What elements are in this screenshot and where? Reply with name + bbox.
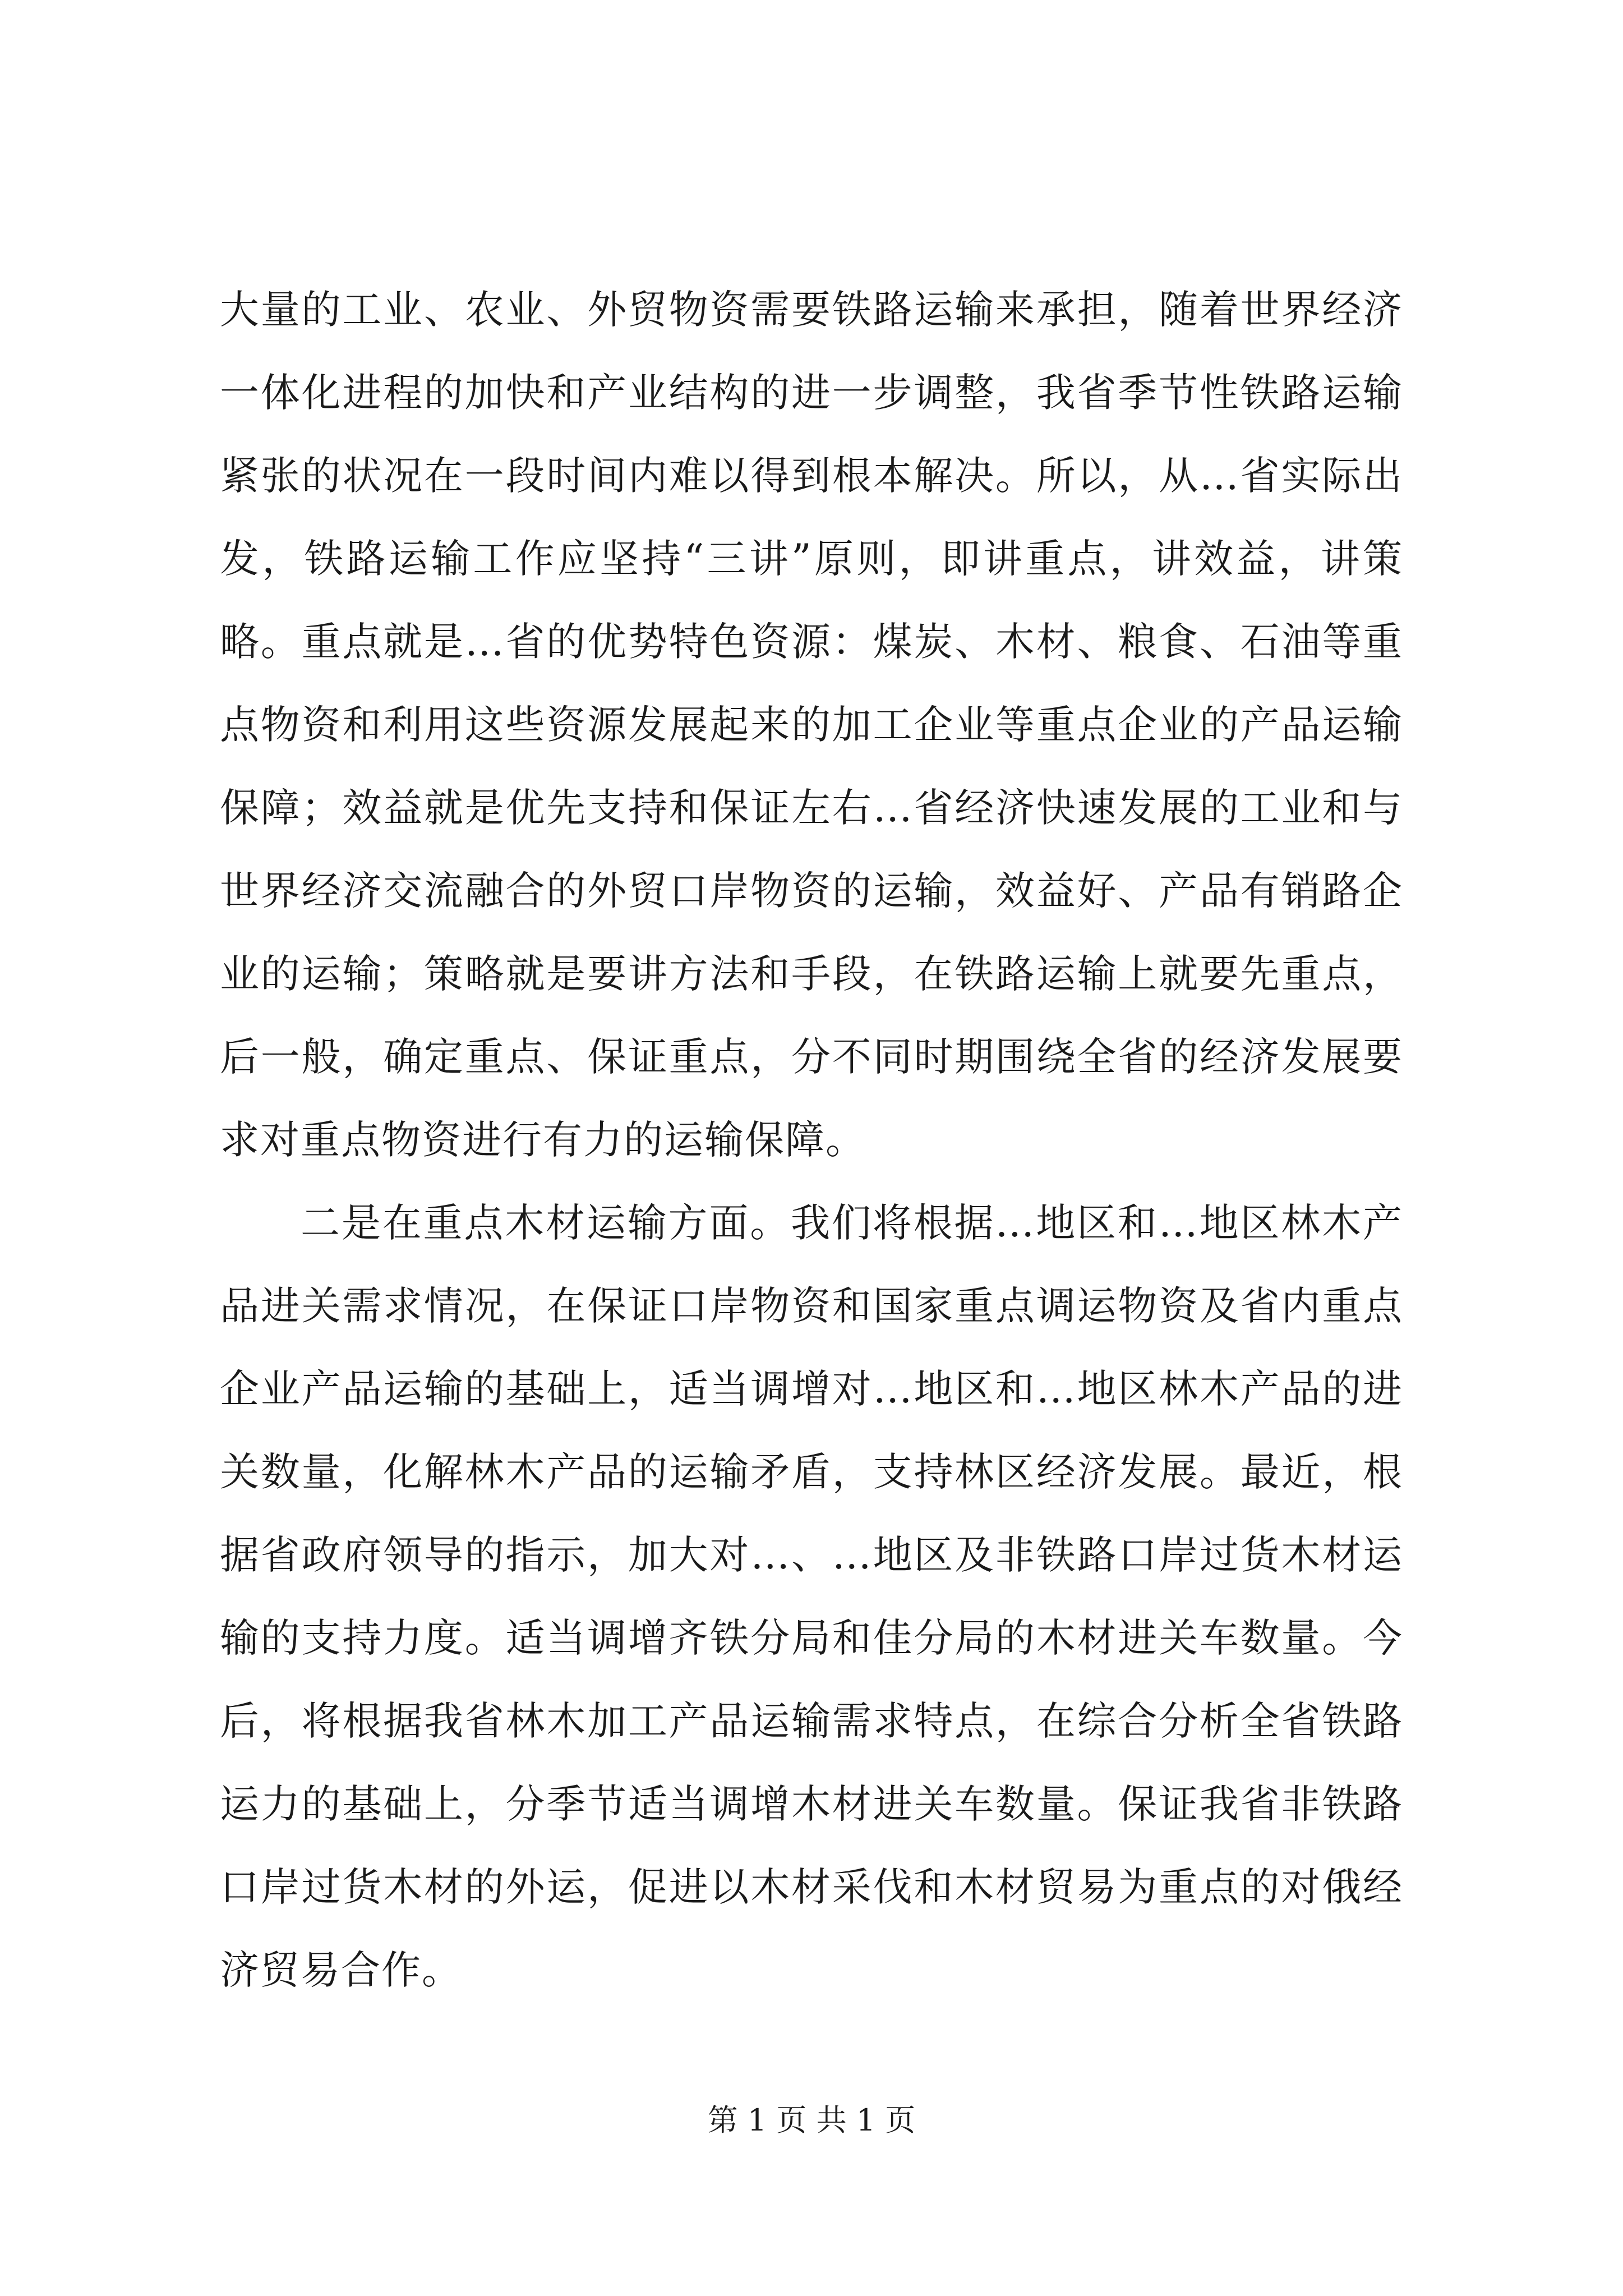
page-footer: 第 1 页 共 1 页 — [707, 2102, 916, 2138]
paragraph-2: 二是在重点木材运输方面。我们将根据…地区和…地区林木产品进关需求情况，在保证口岸物资和国家重点调运物资及省内重点企业产品运输的基础上，适当调增对…地区和…地区林木产品的进关数量，化解林木产品的运输矛盾，支持林区经济发展。最近，根据省政府领导的指示，加大对…、…地区及非铁路口岸过货木材运输的支持力度。适当调增齐铁分局和佳分局的木材进关车数量。今后，将根据我省林木加工产品运输需求特点，在综合分析全省铁路运力的基础上，分季节适当调增木材进关车数量。保证我省非铁路口岸过货木材的外运，促进以木材采伐和木材贸易为重点的对俄经济贸易合作。 — [220, 1200, 1403, 1993]
paragraph-1: 大量的工业、农业、外贸物资需要铁路运输来承担，随着世界经济一体化进程的加快和产业结构的进一步调整，我省季节性铁路运输紧张的状况在一段时间内难以得到根本解决。所以，从…省实际出发，铁路运输工作应坚持“三讲”原则，即讲重点，讲效益，讲策略。重点就是…省的优势特色资源：煤炭、木材、粮食、石油等重点物资和利用这些资源发展起来的加工企业等重点企业的产品运输保障；效益就是优先支持和保证左右…省经济快速发展的工业和与世界经济交流融合的外贸口岸物资的运输，效益好、产品有销路企业的运输；策略就是要讲方法和手段，在铁路运输上就要先重点，后一般，确定重点、保证重点，分不同时期围绕全省的经济发展要求对重点物资进行有力的运输保障。 — [220, 287, 1403, 1163]
document-body — [220, 268, 1403, 2012]
